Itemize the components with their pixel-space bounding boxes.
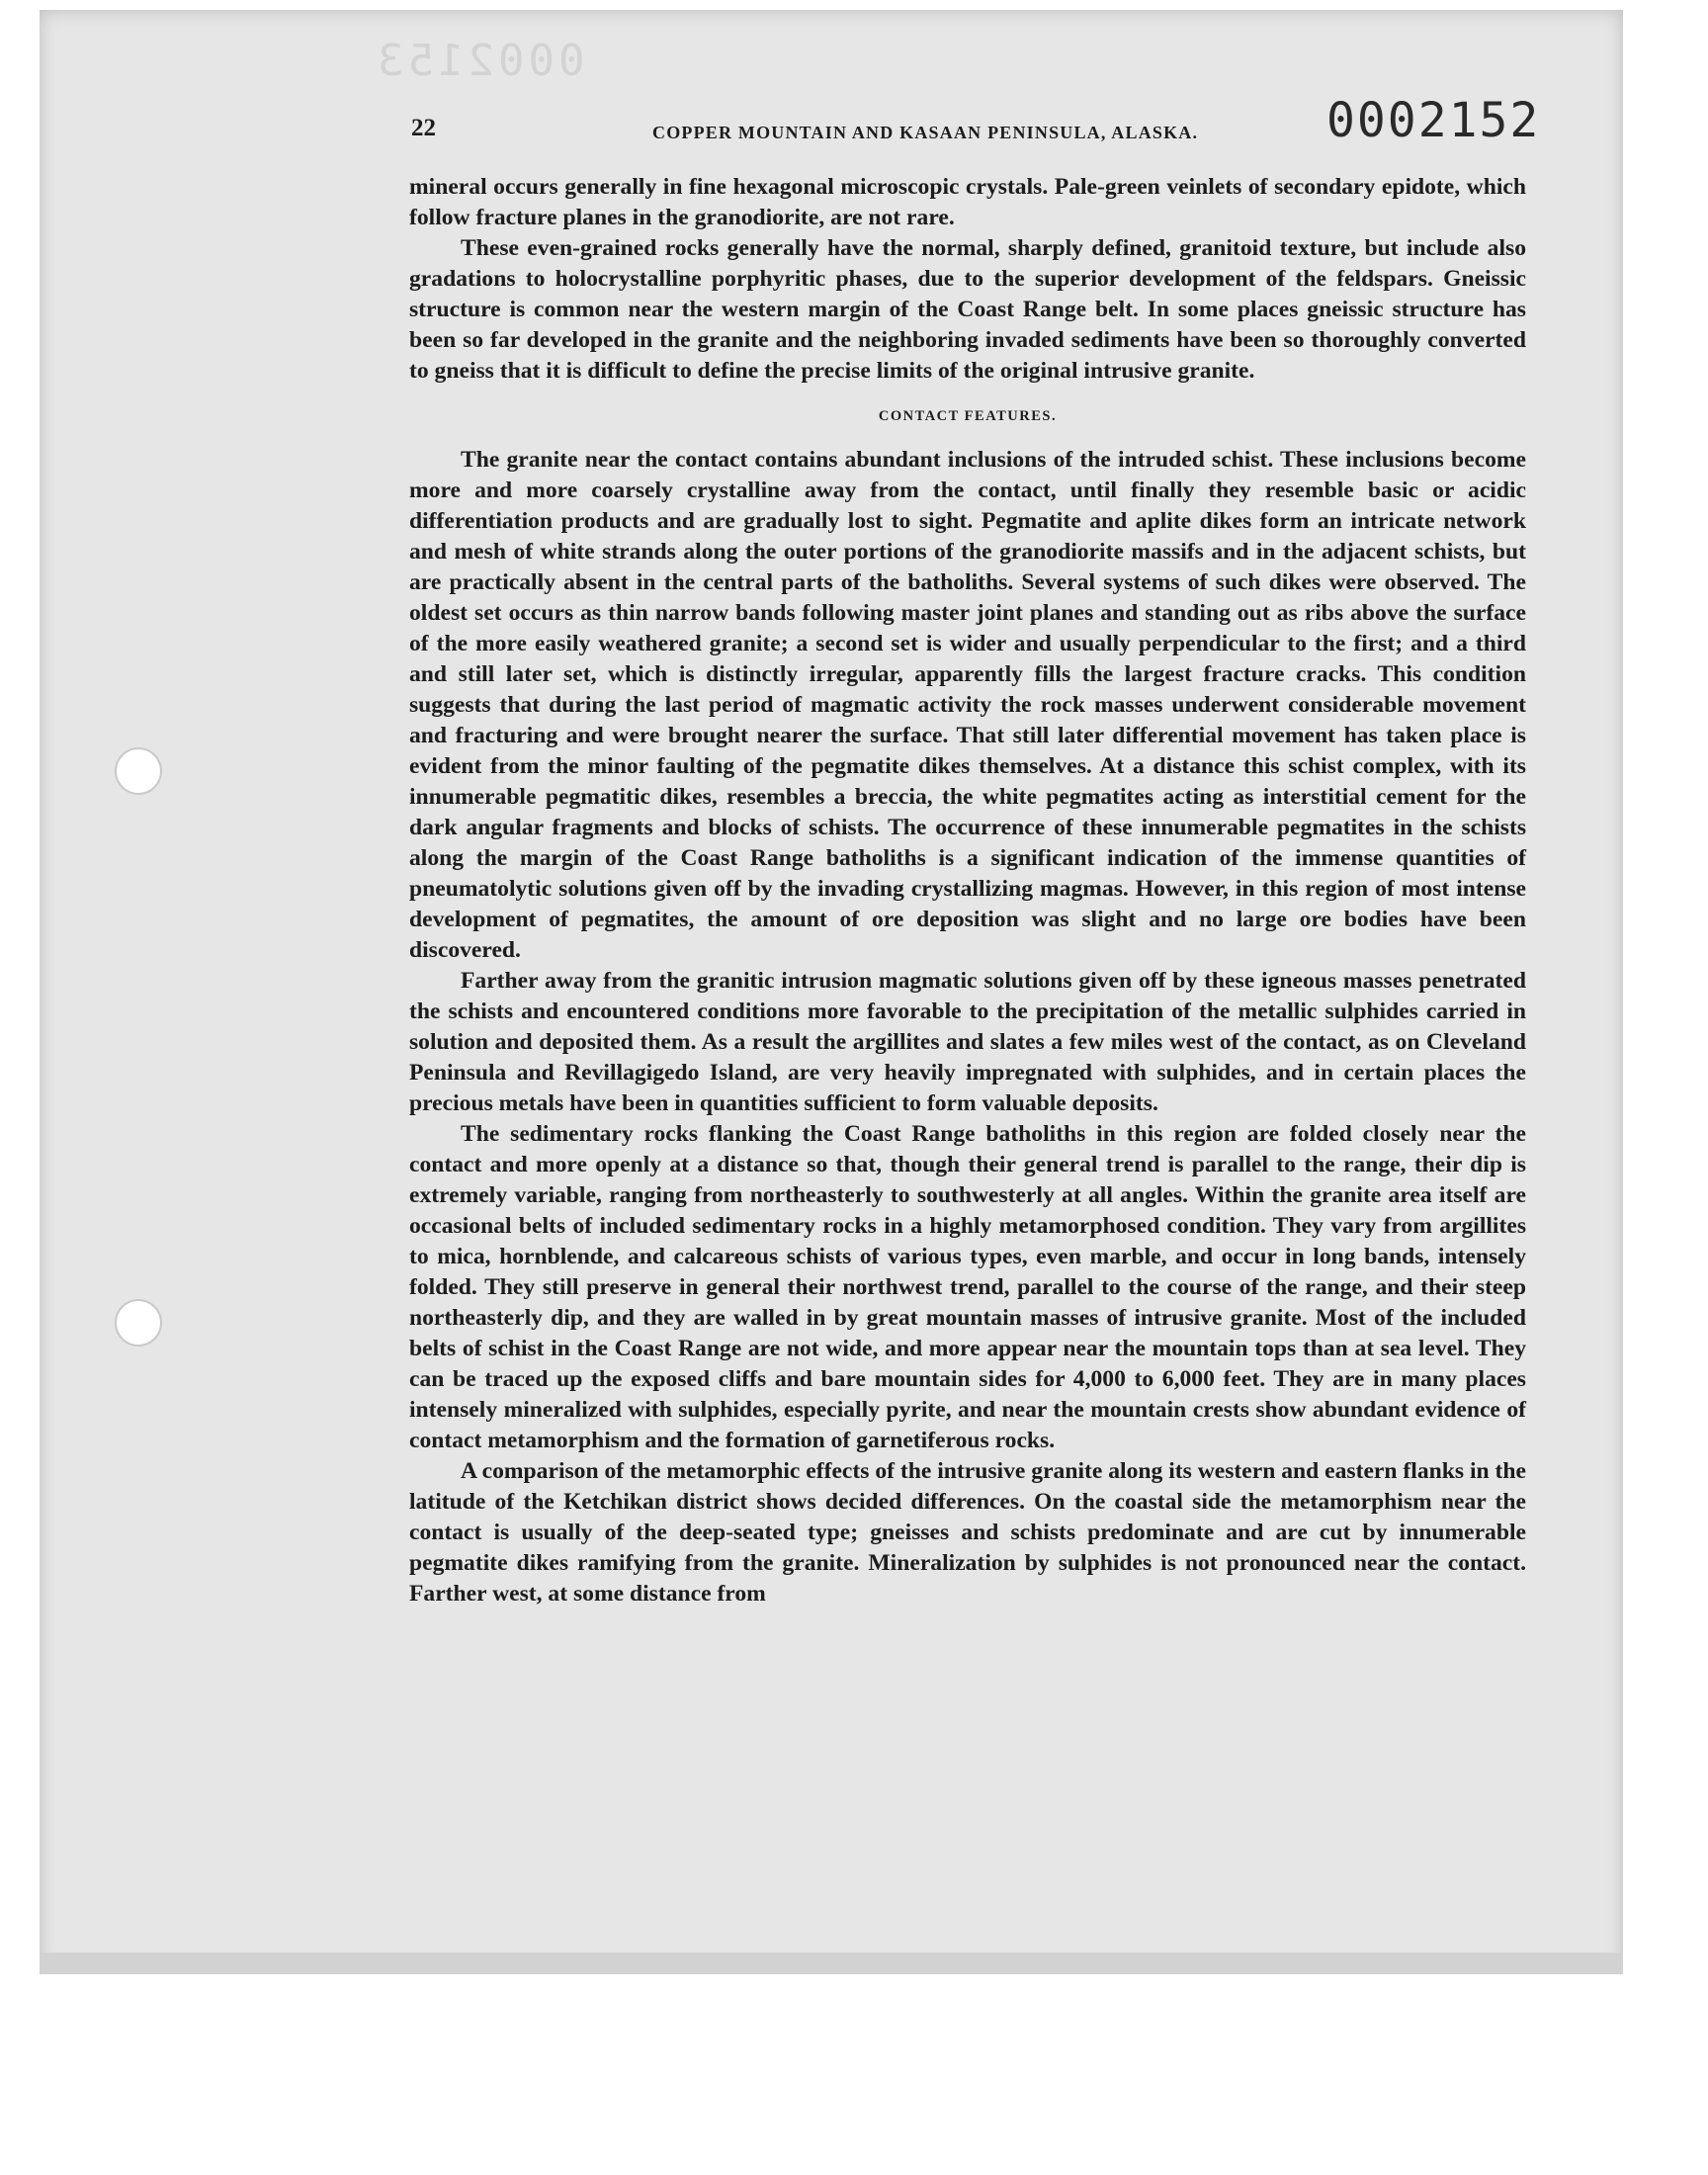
page-bottom-edge <box>40 1953 1623 1974</box>
page-content <box>409 93 1541 1610</box>
paragraph: The granite near the contact contains abundant inclusions of the intruded schist. These inclusions become more and more coarsely crystalline away from the contact, until finally they resemble basic or acidic differentiation products and are gradually lost to sight. Pegmatite and aplite dikes form an intricate network and mesh of white strands along the outer portions of the granodiorite massifs and in the adjacent schists, but are practically absent in the central parts of the batholiths. Several systems of such dikes were observed. The oldest set occurs as thin narrow bands following master joint planes and standing out as ribs above the surface of the more easily weathered granite; a second set is wider and usually perpendicular to the first; and a third and still later set, which is distinctly irregular, apparently fills the largest fracture cracks. This condition suggests that during the last period of magmatic activity the rock masses underwent considerable movement and fracturing and were brought nearer the surface. That still later differential movement has taken place is evident from the minor faulting of the pegmatite dikes themselves. At a distance this schist complex, with its innumerable pegmatitic dikes, resembles a breccia, the white pegmatites acting as interstitial cement for the dark angular fragments and blocks of schists. The occurrence of these innumerable pegmatites in the schists along the margin of the Coast Range batholiths is a significant indication of the immense quantities of pneumatolytic solutions given off by the invading crystallizing magmas. However, in this region of most intense development of pegmatites, the amount of ore deposition was slight and no large ore bodies have been discovered. <box>409 447 1526 963</box>
ghost-stamp-number: 0002153 <box>374 36 585 86</box>
paragraph: These even-grained rocks generally have the normal, sharply defined, granitoid texture, but include also gradations to holocrystalline porphyritic phases, due to the superior development of the feldspars. Gneissic structure is common near the western margin of the Coast Range belt. In some places gneissic structure has been so far developed in the granite and the neighboring invaded sediments have been so thoroughly converted to gneiss that it is difficult to define the precise limits of the original intrusive granite. <box>409 235 1526 384</box>
page-number: 22 <box>411 115 436 141</box>
punch-hole <box>115 1299 162 1347</box>
paragraph: The sedimentary rocks flanking the Coast Range batholiths in this region are folded closely near the contact and more openly at a distance so that, though their general trend is parallel to the range, their dip is extremely variable, ranging from northeasterly to southwesterly at all angles. Within the granite area itself are occasional belts of included sedimentary rocks in a highly metamorphosed condition. They vary from argillites to mica, hornblende, and calcareous schists of various types, even marble, and occur in long bands, intensely folded. They still preserve in general their northwest trend, parallel to the course of the range, and their steep northeasterly dip, and they are walled in by great mountain masses of intrusive granite. Most of the included belts of schist in the Coast Range are not wide, and more appear near the mountain tops than at sea level. They can be traced up the exposed cliffs and bare mountain sides for 4,000 to 6,000 feet. They are in many places intensely mineralized with sulphides, especially pyrite, and near the mountain crests show abundant evidence of contact metamorphism and the formation of garnetiferous rocks. <box>409 1121 1526 1453</box>
paragraph: Farther away from the granitic intrusion magmatic solutions given off by these igneous masses penetrated the schists and encountered conditions more favorable to the precipitation of the metallic sulphides carried in solution and deposited them. As a result the argillites and slates a few miles west of the contact, as on Cleveland Peninsula and Revillagigedo Island, are very heavily impregnated with sulphides, and in certain places the precious metals have been in quantities sufficient to form valuable deposits. <box>409 968 1526 1116</box>
running-title: COPPER MOUNTAIN AND KASAAN PENINSULA, ALASKA. <box>652 123 1199 142</box>
stamp-number: 0002152 <box>1326 93 1541 148</box>
punch-hole <box>115 747 162 795</box>
section-heading: CONTACT FEATURES. <box>878 408 1058 424</box>
paragraph: A comparison of the metamorphic effects of the intrusive granite along its western and eastern flanks in the latitude of the Ketchikan district shows decided differences. On the coastal side the metamorphism near the contact is usually of the deep-seated type; gneisses and schists predominate and are cut by innumerable pegmatite dikes ramifying from the granite. Mineralization by sulphides is not pronounced near the contact. Farther west, at some distance from <box>409 1458 1526 1607</box>
scanned-page <box>40 10 1623 1971</box>
paragraph: mineral occurs generally in fine hexagonal microscopic crystals. Pale-green veinlets of secondary epidote, which follow fracture planes in the granodiorite, are not rare. <box>409 174 1526 230</box>
page-header <box>409 93 1541 172</box>
